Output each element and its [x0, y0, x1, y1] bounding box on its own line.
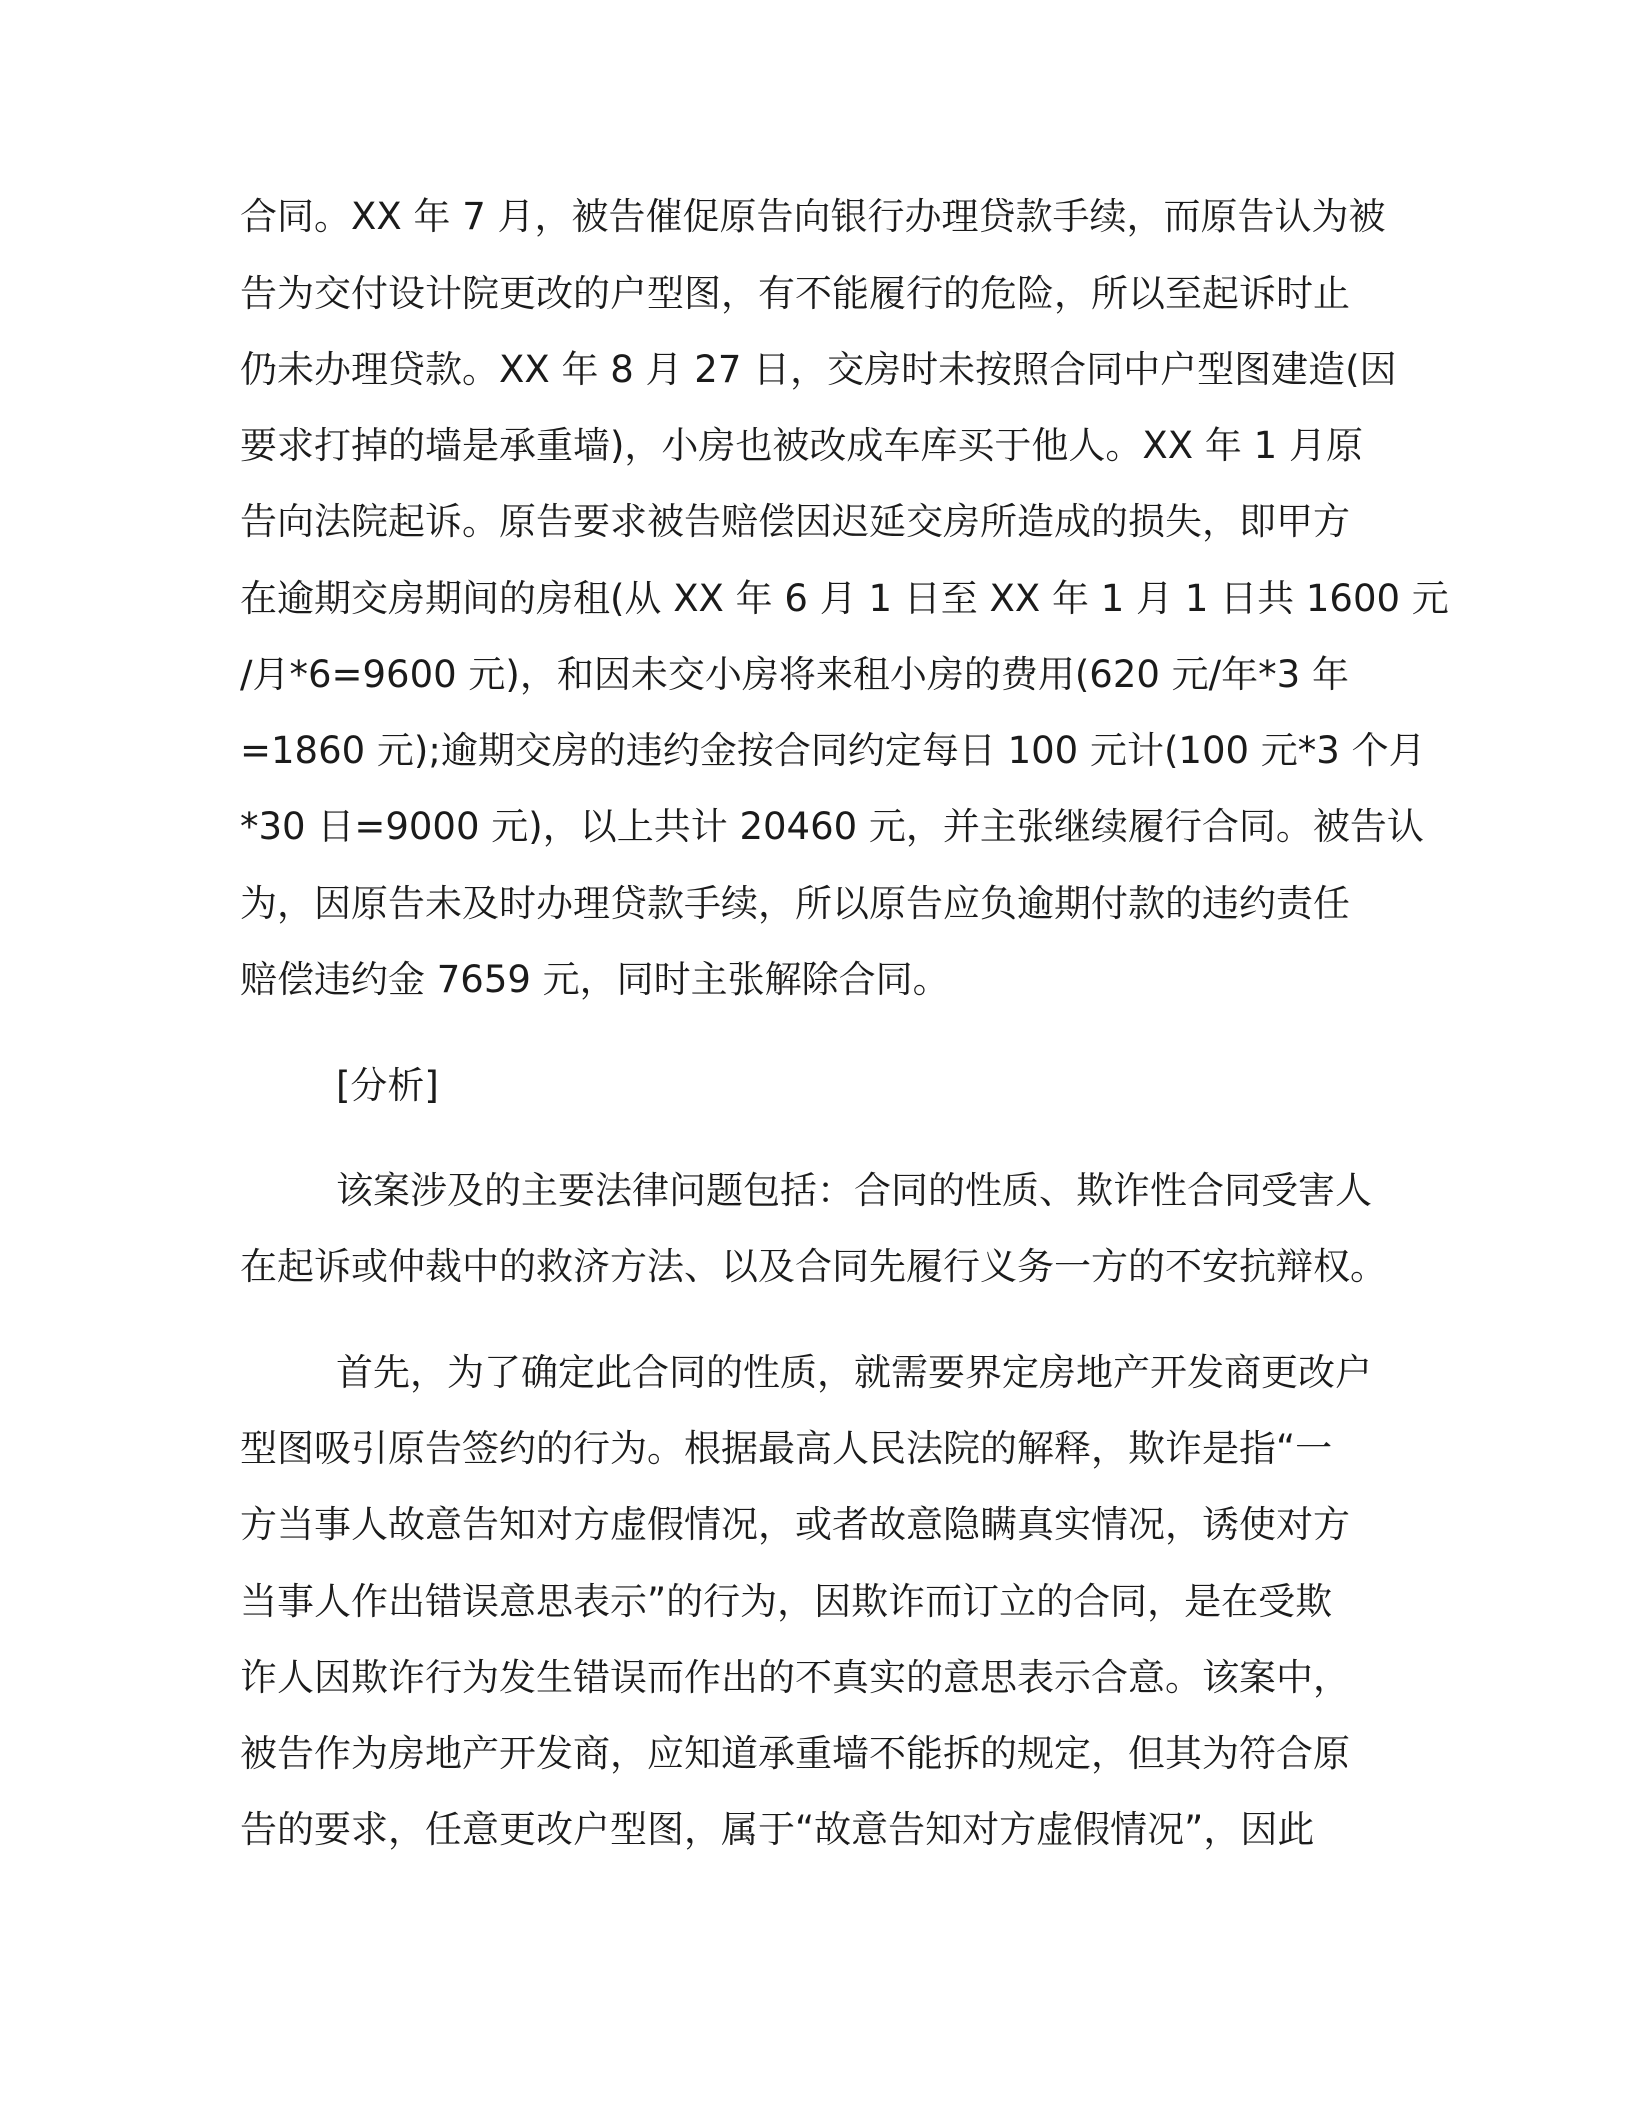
- paragraph-1-line-11: 赔偿违约金 7659 元，同时主张解除合同。: [240, 958, 950, 1001]
- paragraph-1-line-5: 告向法院起诉。原告要求被告赔偿因迟延交房所造成的损失，即甲方: [240, 500, 1350, 543]
- paragraph-1-line-4: 要求打掉的墙是承重墙)，小房也被改成车库买于他人。XX 年 1 月原: [240, 424, 1363, 467]
- paragraph-1-line-1: 合同。XX 年 7 月，被告催促原告向银行办理贷款手续，而原告认为被: [240, 195, 1386, 238]
- paragraph-4-line-6: 被告作为房地产开发商，应知道承重墙不能拆的规定，但其为符合原: [240, 1732, 1350, 1775]
- analysis-heading: [分析]: [336, 1064, 439, 1107]
- paragraph-4-line-3: 方当事人故意告知对方虚假情况，或者故意隐瞒真实情况，诱使对方: [240, 1503, 1350, 1546]
- paragraph-1-line-9: *30 日=9000 元)，以上共计 20460 元，并主张继续履行合同。被告认: [240, 805, 1424, 848]
- paragraph-1-line-3: 仍未办理贷款。XX 年 8 月 27 日，交房时未按照合同中户型图建造(因: [240, 348, 1397, 391]
- paragraph-1-line-6: 在逾期交房期间的房租(从 XX 年 6 月 1 日至 XX 年 1 月 1 日共 1600 元: [240, 577, 1449, 620]
- paragraph-1-line-7: /月*6=9600 元)，和因未交小房将来租小房的费用(620 元/年*3 年: [240, 653, 1349, 696]
- paragraph-1-line-10: 为，因原告未及时办理贷款手续，所以原告应负逾期付款的违约责任: [240, 882, 1350, 925]
- paragraph-4-line-1: 首先，为了确定此合同的性质，就需要界定房地产开发商更改户: [336, 1351, 1372, 1394]
- paragraph-1-line-8: =1860 元);逾期交房的违约金按合同约定每日 100 元计(100 元*3 个月: [240, 729, 1426, 772]
- paragraph-1-line-2: 告为交付设计院更改的户型图，有不能履行的危险，所以至起诉时止: [240, 272, 1350, 315]
- paragraph-4-line-5: 诈人因欺诈行为发生错误而作出的不真实的意思表示合意。该案中，: [240, 1656, 1350, 1699]
- paragraph-4-line-4: 当事人作出错误意思表示”的行为，因欺诈而订立的合同，是在受欺: [240, 1580, 1333, 1623]
- paragraph-4-line-2: 型图吸引原告签约的行为。根据最高人民法院的解释，欺诈是指“一: [240, 1427, 1333, 1470]
- paragraph-4-line-7: 告的要求，任意更改户型图，属于“故意告知对方虚假情况”，因此: [240, 1808, 1315, 1851]
- paragraph-3-line-1: 该案涉及的主要法律问题包括：合同的性质、欺诈性合同受害人: [336, 1169, 1372, 1212]
- paragraph-3-line-2: 在起诉或仲裁中的救济方法、以及合同先履行义务一方的不安抗辩权。: [240, 1245, 1387, 1288]
